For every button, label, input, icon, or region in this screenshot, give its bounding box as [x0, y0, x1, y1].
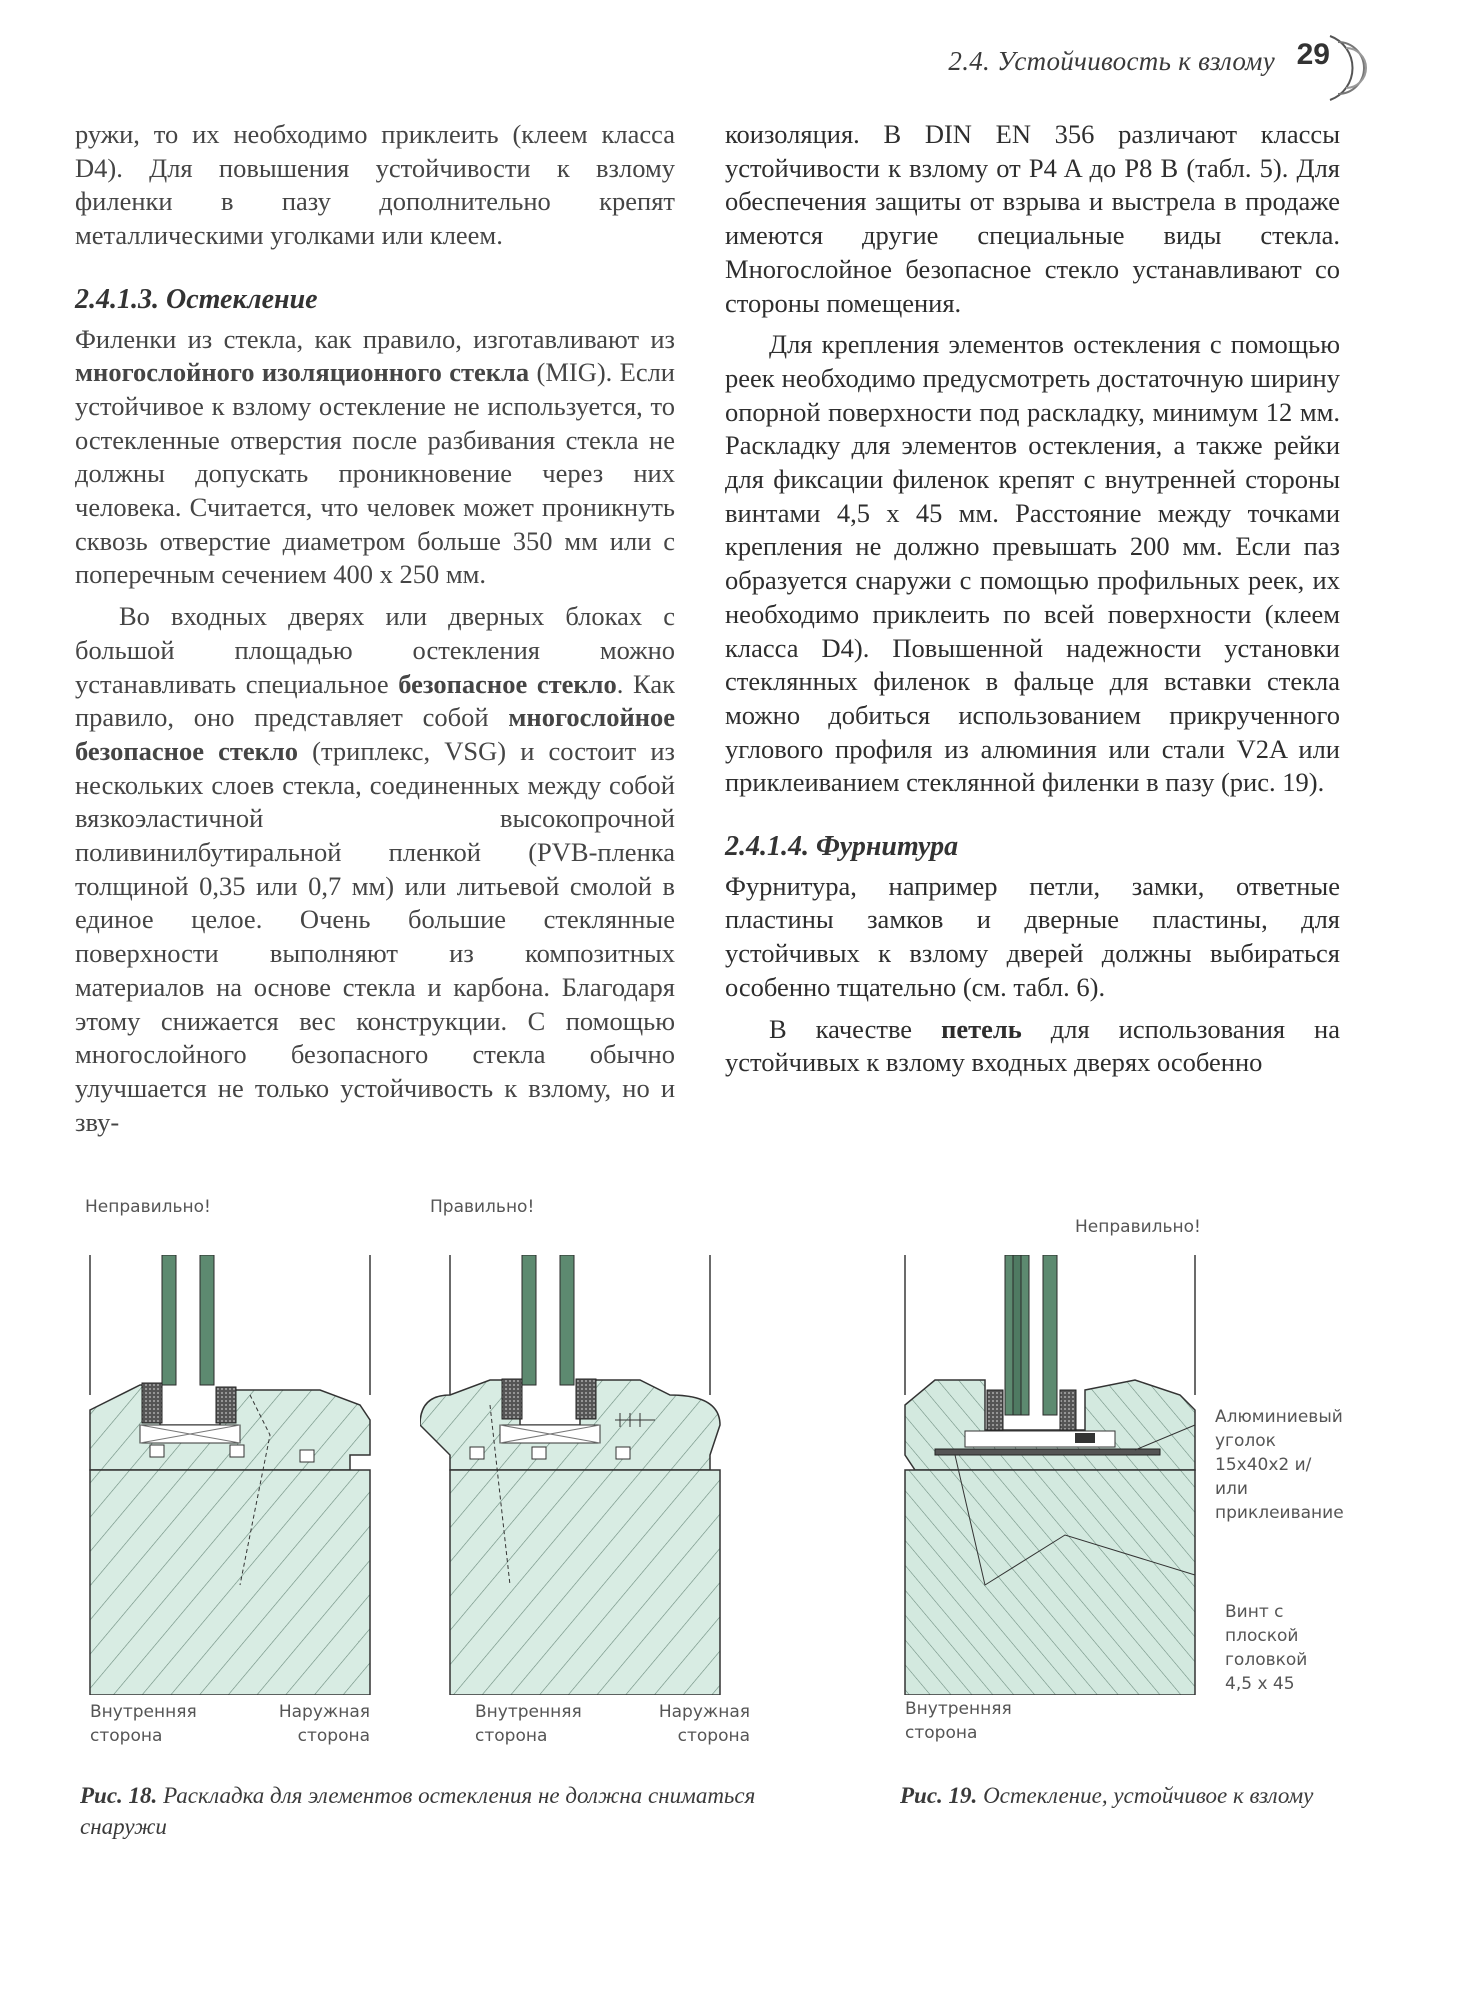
label-aluminium-angle: Алюминиевый уголок 15x40x2 и/или приклеивание: [1215, 1407, 1344, 1523]
left-column: [75, 118, 675, 1139]
paragraph: коизоляция. В DIN EN 356 различают классы устойчивости к взлому от P4 A до P8 B (табл. 5). Для обеспечения защиты от взрыва и выстрела в продаже имеются другие специальные виды стекла. Многослойное безопасное стекло устанавливают со стороны помещения.: [725, 119, 1340, 318]
glazing-section-correct: [420, 1255, 740, 1695]
paragraph: Фурнитура, например петли, замки, ответные пластины замков и дверные пластины, для устойчивых к взлому дверей должны выбираться особенно тщательно (см. табл. 6).: [725, 870, 1340, 1002]
label-wrong: Неправильно!: [85, 1197, 211, 1217]
label-wrong: Неправильно!: [1075, 1217, 1201, 1237]
paragraph: Филенки из стекла, как правило, изготавливают из многослойного изоляционного стекла (MIG). Если устойчивое к взлому остекление не используется, то остекленные отверстия после разбивания стекла не должны допускать проникновение через них человека. Считается, что человек может проникнуть сквозь отверстие диаметром больше 350 мм или с поперечным сечением 400 x 250 мм.: [75, 323, 675, 590]
paragraph: Для крепления элементов остекления с помощью реек необходимо предусмотреть достаточную ширину опорной поверхности под раскладку, минимум 12 мм. Раскладку для элементов остекления, а также рейки для фиксации филенок крепят с внутренней стороны винтами 4,5 x 45 мм. Расстояние между точками крепления не должно превышать 200 мм. Если паз образуется снаружи с помощью профильных реек, их необходимо приклеить по всей поверхности (клеем класса D4). Повышенной надежности установки стеклянных филенок в фальце для вставки стекла можно добиться использованием прикрученного углового профиля из алюминия или стали V2A или приклеиванием стеклянной филенки в пазу (рис. 19).: [725, 329, 1340, 798]
page-number: 29: [1296, 38, 1330, 71]
figure-19-caption: Рис. 19. Остекление, устойчивое к взлому: [900, 1783, 1314, 1808]
label-inner-side: Внутренняя сторона: [90, 1702, 197, 1746]
section-heading-hardware: 2.4.1.4. Фурнитура: [725, 831, 959, 863]
figure-19: [895, 1190, 1375, 1760]
figure-18: [80, 1190, 780, 1760]
glazing-section-burglar-resistant: [895, 1255, 1205, 1695]
label-outer-side: Наружная сторона: [278, 1702, 370, 1746]
paragraph: ружи, то их необходимо приклеить (клеем класса D4). Для повышения устойчивости к взлому филенки в пазу дополнительно крепят металлическими уголками или клеем.: [75, 119, 675, 251]
label-right: Правильно!: [430, 1197, 535, 1217]
label-inner-side: Внутренняя сторона: [905, 1699, 1012, 1743]
right-column: [725, 118, 1340, 1080]
glazing-section-wrong: [80, 1255, 380, 1695]
paragraph: В качестве петель для использования на устойчивых к взлому входных дверях особенно: [725, 1013, 1341, 1078]
page-header: [900, 28, 1380, 108]
section-heading-glazing: 2.4.1.3. Остекление: [75, 283, 318, 315]
paragraph: Во входных дверях или дверных блоках с большой площадью остекления можно устанавливать специальное безопасное стекло. Как правило, оно представляет собой многослойное безопасное стекло (триплекс, VSG) и состоит из нескольких слоев стекла, соединенных между собой вязкоэластичной высокопрочной поливинилбутиральной пленкой (PVB-пленка толщиной 0,35 или 0,7 мм) или литьевой смолой в единое целое. Очень большие стеклянные поверхности выполняют из композитных материалов на основе стекла и карбона. Благодаря этому снижается вес конструкции. С помощью многослойного безопасного стекла обычно улучшается не только устойчивость к взлому, но и зву-: [75, 601, 675, 1137]
label-screw: Винт с плоской головкой 4,5 x 45: [1225, 1602, 1308, 1694]
label-inner-side: Внутренняя сторона: [475, 1702, 582, 1746]
page-number-arcs-icon: [1310, 28, 1380, 108]
label-outer-side: Наружная сторона: [658, 1702, 750, 1746]
figure-18-caption: Рис. 18. Раскладка для элементов остекления не должна сниматься снаружи: [80, 1783, 756, 1839]
running-header-title: 2.4. Устойчивость к взлому: [948, 46, 1275, 76]
